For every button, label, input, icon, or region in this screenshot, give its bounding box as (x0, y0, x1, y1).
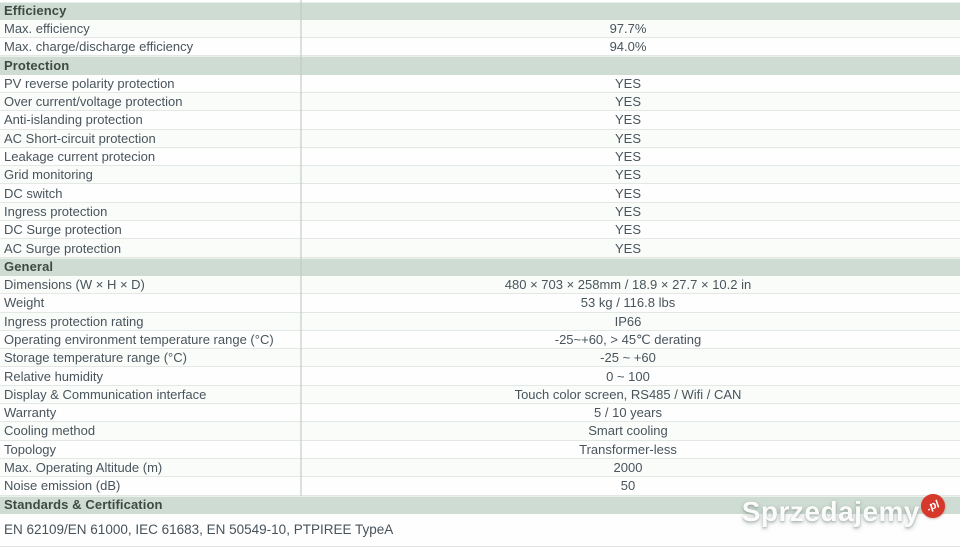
spec-label: Anti-islanding protection (4, 112, 143, 128)
certification-text: EN 62109/EN 61000, IEC 61683, EN 50549-10, PTPIREE TypeA (4, 522, 394, 538)
spec-value: 53 kg / 116.8 lbs (580, 295, 676, 311)
spec-row (0, 148, 960, 166)
spec-row (0, 331, 960, 349)
spec-value: 2000 (613, 460, 643, 476)
spec-label: Topology (4, 441, 57, 457)
spec-label: Dimensions (W × H × D) (4, 277, 145, 293)
section-title: Standards & Certification (4, 497, 163, 513)
spec-row (0, 386, 960, 404)
section-title: General (4, 259, 54, 275)
section-header-row (0, 56, 960, 74)
spec-row (0, 349, 960, 367)
spec-value: 94.0% (609, 39, 647, 55)
spec-value: IP66 (614, 313, 642, 329)
spec-value: YES (614, 167, 641, 183)
spec-value: Smart cooling (588, 423, 668, 439)
spec-label: Ingress protection (4, 203, 108, 219)
spec-label: Grid monitoring (4, 167, 93, 183)
spec-label: Ingress protection rating (4, 313, 144, 329)
spec-row (0, 276, 960, 294)
watermark-pl-badge: .pl (918, 491, 948, 521)
spec-label: AC Short-circuit protection (4, 130, 156, 146)
section-header-row (0, 496, 960, 514)
section-header-row (0, 258, 960, 276)
section-header-row (0, 2, 960, 20)
spec-value: YES (614, 94, 641, 110)
spec-value: 0 ~ 100 (606, 368, 650, 384)
spec-row (0, 367, 960, 385)
spec-label: Display & Communication interface (4, 386, 207, 402)
spec-value: YES (614, 203, 641, 219)
spec-label: Over current/voltage protection (4, 94, 183, 110)
spec-value: Transformer-less (579, 441, 677, 457)
spec-row (0, 38, 960, 56)
spec-value: YES (614, 130, 641, 146)
spec-value: YES (614, 75, 641, 91)
spec-label: Max. Operating Altitude (m) (4, 460, 163, 476)
spec-label: AC Surge protection (4, 240, 122, 256)
spec-value: 480 × 703 × 258mm / 18.9 × 27.7 × 10.2 in (504, 277, 752, 293)
spec-label: Storage temperature range (°C) (4, 350, 187, 366)
spec-value: YES (614, 222, 641, 238)
spec-row (0, 441, 960, 459)
spec-row (0, 130, 960, 148)
spec-row (0, 404, 960, 422)
spec-value: 97.7% (609, 20, 647, 36)
spec-row (0, 203, 960, 221)
spec-value: YES (614, 112, 641, 128)
spec-value: YES (614, 185, 641, 201)
spec-value: YES (614, 149, 641, 165)
spec-row (0, 75, 960, 93)
spec-row (0, 184, 960, 202)
spec-label: DC Surge protection (4, 222, 122, 238)
spec-row (0, 166, 960, 184)
spec-label: DC switch (4, 185, 63, 201)
section-title: Efficiency (4, 3, 67, 19)
spec-row (0, 221, 960, 239)
spec-value: -25 ~ +60 (600, 350, 656, 366)
spec-label: Relative humidity (4, 368, 103, 384)
spec-row (0, 294, 960, 312)
spec-label: Weight (4, 295, 45, 311)
spec-row (0, 20, 960, 38)
spec-label: Warranty (4, 405, 57, 421)
spec-label: Cooling method (4, 423, 96, 439)
spec-row (0, 239, 960, 257)
certification-row (0, 514, 960, 546)
spec-label: Leakage current protecion (4, 149, 156, 165)
spec-value: Touch color screen, RS485 / Wifi / CAN (514, 386, 742, 402)
spec-value: 5 / 10 years (594, 405, 662, 421)
spec-value: -25~+60, > 45℃ derating (554, 331, 702, 347)
spec-row (0, 459, 960, 477)
spec-row (0, 477, 960, 495)
spec-row (0, 93, 960, 111)
spec-row (0, 313, 960, 331)
spec-value: 50 (620, 478, 636, 494)
spec-row (0, 422, 960, 440)
watermark-text: Sprzedajemy (741, 496, 920, 527)
spec-label: Operating environment temperature range (°C) (4, 331, 274, 347)
spec-label: Max. charge/discharge efficiency (4, 39, 194, 55)
spec-label: Max. efficiency (4, 20, 90, 36)
section-title: Protection (4, 58, 70, 74)
spec-value: YES (614, 240, 641, 256)
spec-label: PV reverse polarity protection (4, 75, 175, 91)
spec-label: Noise emission (dB) (4, 478, 121, 494)
spec-row (0, 111, 960, 129)
